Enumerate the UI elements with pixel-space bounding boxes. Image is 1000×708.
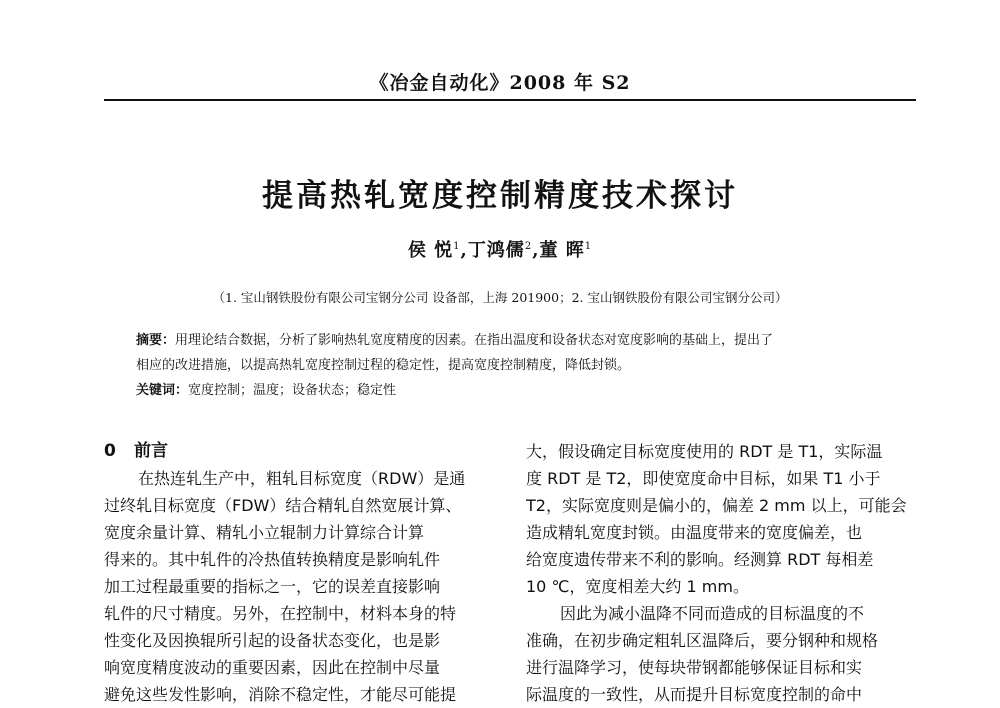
body-line: 过终轧目标宽度（FDW）结合精轧自然宽展计算、: [104, 496, 462, 515]
author-separator: ,: [460, 240, 468, 261]
author-list: [0, 236, 1000, 262]
body-line: 加工过程最重要的指标之一，它的误差直接影响: [104, 577, 441, 596]
header-rule: [104, 99, 916, 101]
body-line: 避免这些发性影响，消除不稳定性，才能尽可能提: [104, 685, 457, 704]
section-title: 前言: [134, 441, 168, 461]
body-line: 造成精轧宽度封锁。由温度带来的宽度偏差，也: [526, 523, 863, 542]
body-line: 性变化及因换辊所引起的设备状态变化，也是影: [104, 631, 441, 650]
keywords-label: 关键词：: [136, 383, 189, 398]
body-line: 度 RDT 是 T2，即使宽度命中目标，如果 T1 小于: [526, 469, 881, 488]
body-line: 得来的。其中轧件的冷热值转换精度是影响轧件: [104, 550, 441, 569]
author-affiliation-mark: 2: [524, 241, 533, 252]
author-separator: ,: [532, 240, 540, 261]
body-line: 在热连轧生产中，粗轧目标宽度（RDW）是通: [138, 469, 466, 488]
body-line: 宽度余量计算、精轧小立辊制力计算综合计算: [104, 523, 425, 542]
author-name: 董 晖: [539, 240, 585, 261]
abstract-line: [136, 328, 896, 353]
body-line: 准确，在初步确定粗轧区温降后，要分钢种和规格: [526, 631, 879, 650]
body-line: 进行温降学习，使每块带钢都能够保证目标和实: [526, 658, 863, 677]
affiliation: （1. 宝山钢铁股份有限公司宝钢分公司 设备部，上海 201900；2. 宝山钢铁股份有限公司宝钢分公司）: [212, 290, 788, 305]
body-line: 轧件的尺寸精度。另外，在控制中，材料本身的特: [104, 604, 457, 623]
body-line: 大，假设确定目标宽度使用的 RDT 是 T1，实际温: [526, 442, 883, 461]
journal-header: 《冶金自动化》2008 年 S2: [369, 72, 631, 94]
paper-title: 提高热轧宽度控制精度技术探讨: [262, 178, 738, 214]
body-line: 因此为减小温降不同而造成的目标温度的不: [560, 604, 865, 623]
abstract-line: 相应的改进措施，以提高热轧宽度控制过程的稳定性，提高宽度控制精度，降低封锁。: [136, 358, 631, 373]
body-line: T2，实际宽度则是偏小的，偏差 2 mm 以上，可能会: [526, 496, 907, 515]
body-line: 给宽度遗传带来不利的影响。经测算 RDT 每相差: [526, 550, 874, 569]
right-column: [526, 438, 914, 708]
section-number: 0: [104, 441, 116, 461]
keywords-text: 宽度控制；温度；设备状态；稳定性: [188, 383, 397, 398]
abstract-block: [136, 328, 896, 403]
author-name: 侯 悦: [407, 240, 454, 261]
body-line: 10 ℃，宽度相差大约 1 mm。: [526, 577, 749, 596]
author-affiliation-mark: 1: [584, 241, 593, 252]
author-name: 丁鸿儒: [467, 240, 525, 261]
section-heading: [104, 438, 492, 465]
keywords-line: [136, 378, 896, 403]
author-affiliation-mark: 1: [453, 241, 461, 252]
abstract-label: 摘要：: [136, 333, 176, 348]
left-column: [104, 438, 492, 708]
body-line: 际温度的一致性，从而提升目标宽度控制的命中: [526, 685, 863, 704]
abstract-text: 用理论结合数据，分析了影响热轧宽度精度的因素。在指出温度和设备状态对宽度影响的基础上，提出了: [175, 333, 774, 348]
body-line: 响宽度精度波动的重要因素，因此在控制中尽量: [104, 658, 441, 677]
